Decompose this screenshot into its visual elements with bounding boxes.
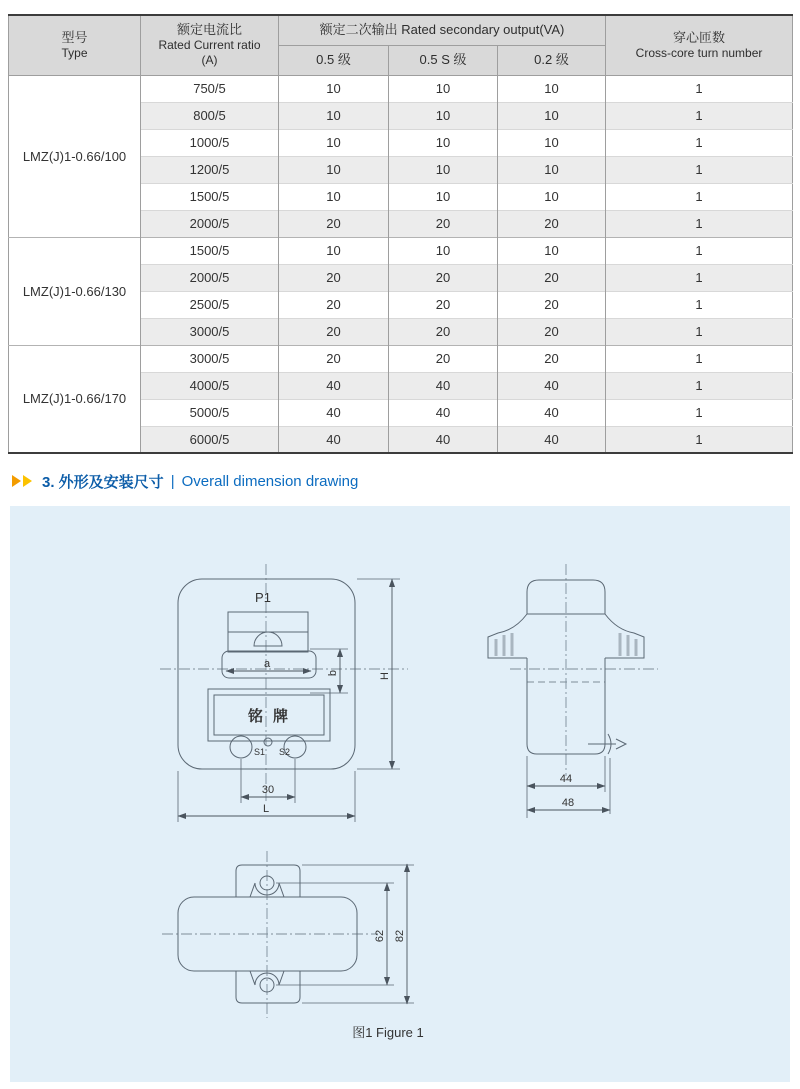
output-05s-cell: 10: [389, 129, 498, 156]
header-class-02: 0.2 级: [498, 45, 606, 75]
front-dim-b: b: [327, 669, 339, 677]
output-02-cell: 10: [498, 129, 606, 156]
ratio-cell: 4000/5: [141, 372, 279, 399]
front-label-p1: P1: [255, 590, 271, 605]
header-ratio-unit: (A): [201, 53, 218, 68]
front-dim-l: L: [262, 803, 270, 815]
output-05s-cell: 20: [389, 264, 498, 291]
ratio-cell: 5000/5: [141, 399, 279, 426]
turns-cell: 1: [606, 399, 793, 426]
output-05-cell: 10: [279, 129, 389, 156]
output-02-cell: 40: [498, 399, 606, 426]
turns-cell: 1: [606, 129, 793, 156]
output-02-cell: 20: [498, 318, 606, 345]
output-05-cell: 20: [279, 291, 389, 318]
section-separator: |: [170, 472, 175, 490]
side-dim-44: 44: [559, 773, 573, 785]
header-type-zh: 型号: [61, 29, 88, 45]
section-title-zh: 3. 外形及安装尺寸: [42, 473, 164, 491]
header-type-en: Type: [61, 45, 88, 60]
output-02-cell: 10: [498, 183, 606, 210]
figure-caption: 图1 Figure 1: [352, 1025, 424, 1040]
output-05-cell: 40: [279, 399, 389, 426]
ratio-cell: 3000/5: [141, 345, 279, 372]
ratio-cell: 1500/5: [141, 183, 279, 210]
output-05s-cell: 10: [389, 102, 498, 129]
output-05s-cell: 40: [389, 426, 498, 453]
header-output: 额定二次输出 Rated secondary output(VA): [279, 15, 606, 45]
output-02-cell: 20: [498, 291, 606, 318]
side-view: [488, 564, 658, 818]
header-class-05s: 0.5 S 级: [389, 45, 498, 75]
output-05s-cell: 20: [389, 318, 498, 345]
output-05-cell: 10: [279, 183, 389, 210]
ratio-cell: 1000/5: [141, 129, 279, 156]
output-02-cell: 40: [498, 426, 606, 453]
header-ratio-en: Rated Current ratio: [158, 38, 261, 53]
turns-cell: 1: [606, 210, 793, 237]
output-02-cell: 20: [498, 345, 606, 372]
output-02-cell: 10: [498, 237, 606, 264]
front-label-s1: S1: [254, 747, 266, 757]
header-turns-zh: 穿心匝数: [673, 29, 726, 45]
output-02-cell: 20: [498, 264, 606, 291]
turns-cell: 1: [606, 102, 793, 129]
ratio-cell: 1200/5: [141, 156, 279, 183]
type-cell: LMZ(J)1-0.66/100: [9, 75, 141, 237]
output-02-cell: 10: [498, 156, 606, 183]
turns-cell: 1: [606, 264, 793, 291]
ratio-cell: 2000/5: [141, 264, 279, 291]
front-dim-30: 30: [261, 784, 275, 796]
header-type: [9, 15, 141, 75]
bottom-view: [162, 851, 414, 1018]
spec-table-body: [9, 75, 793, 453]
spec-table-section: [8, 14, 792, 454]
output-05s-cell: 20: [389, 291, 498, 318]
output-05-cell: 40: [279, 372, 389, 399]
type-cell: LMZ(J)1-0.66/170: [9, 345, 141, 453]
front-dim-h: H: [379, 672, 391, 680]
output-02-cell: 20: [498, 210, 606, 237]
bottom-dim-82: 82: [394, 929, 406, 943]
output-02-cell: 40: [498, 372, 606, 399]
double-arrow-icon: [23, 475, 32, 487]
header-class-05: 0.5 级: [279, 45, 389, 75]
table-row: [9, 345, 793, 372]
output-05-cell: 10: [279, 75, 389, 102]
turns-cell: 1: [606, 183, 793, 210]
output-05-cell: 20: [279, 210, 389, 237]
header-ratio: [141, 15, 279, 75]
output-05-cell: 10: [279, 237, 389, 264]
turns-cell: 1: [606, 237, 793, 264]
turns-cell: 1: [606, 156, 793, 183]
ratio-cell: 750/5: [141, 75, 279, 102]
spec-table: [8, 14, 793, 454]
ratio-cell: 6000/5: [141, 426, 279, 453]
output-05s-cell: 20: [389, 210, 498, 237]
header-ratio-zh: 额定电流比: [176, 22, 242, 38]
output-05s-cell: 10: [389, 183, 498, 210]
output-05s-cell: 10: [389, 156, 498, 183]
output-05-cell: 20: [279, 318, 389, 345]
ratio-cell: 1500/5: [141, 237, 279, 264]
front-nameplate-label: 铭牌: [247, 708, 299, 725]
front-view: [160, 564, 408, 822]
output-02-cell: 10: [498, 75, 606, 102]
ratio-cell: 3000/5: [141, 318, 279, 345]
output-05s-cell: 20: [389, 345, 498, 372]
dimension-drawing-panel: [10, 506, 790, 1082]
table-row: [9, 75, 793, 102]
ratio-cell: 2000/5: [141, 210, 279, 237]
ratio-cell: 2500/5: [141, 291, 279, 318]
output-05-cell: 20: [279, 264, 389, 291]
output-05-cell: 40: [279, 426, 389, 453]
ratio-cell: 800/5: [141, 102, 279, 129]
header-turns: [606, 15, 793, 75]
output-02-cell: 10: [498, 102, 606, 129]
turns-cell: 1: [606, 372, 793, 399]
output-05s-cell: 40: [389, 372, 498, 399]
output-05-cell: 10: [279, 102, 389, 129]
turns-cell: 1: [606, 291, 793, 318]
output-05s-cell: 10: [389, 75, 498, 102]
header-turns-en: Cross-core turn number: [635, 45, 763, 60]
side-dim-48: 48: [561, 797, 575, 809]
output-05-cell: 10: [279, 156, 389, 183]
turns-cell: 1: [606, 75, 793, 102]
bottom-dim-62: 62: [374, 929, 386, 943]
output-05-cell: 20: [279, 345, 389, 372]
front-dim-a: a: [263, 658, 271, 670]
output-05s-cell: 10: [389, 237, 498, 264]
section-header: [12, 469, 358, 493]
output-05s-cell: 40: [389, 399, 498, 426]
table-row: [9, 237, 793, 264]
front-label-s2: S2: [279, 747, 291, 757]
double-arrow-icon: [12, 475, 21, 487]
turns-cell: 1: [606, 345, 793, 372]
turns-cell: 1: [606, 318, 793, 345]
dimension-drawing-svg: [10, 506, 790, 1082]
section-title-en: Overall dimension drawing: [181, 472, 359, 490]
turns-cell: 1: [606, 426, 793, 453]
type-cell: LMZ(J)1-0.66/130: [9, 237, 141, 345]
